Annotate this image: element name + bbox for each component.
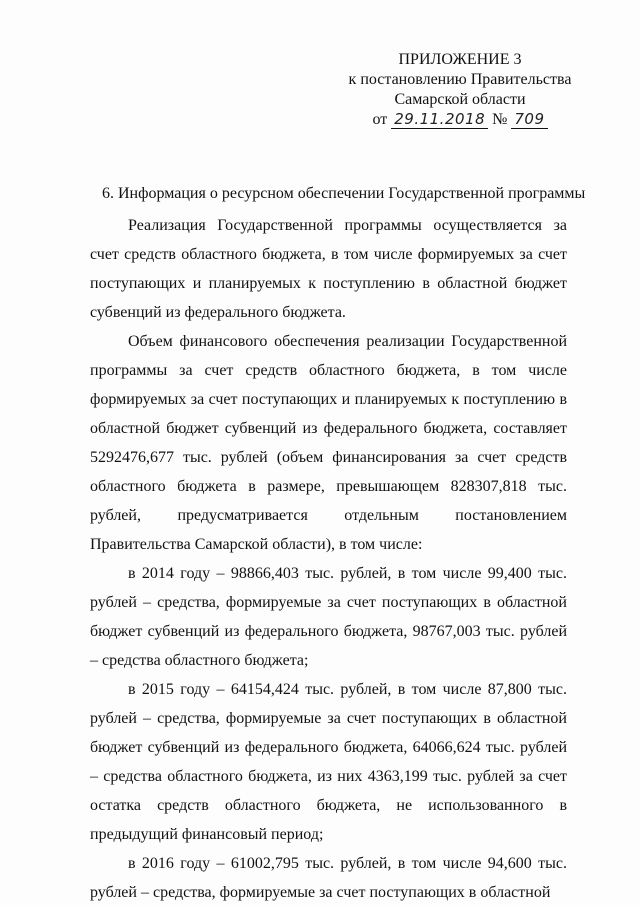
handwritten-number: 709 (514, 110, 545, 128)
date-underline (391, 111, 488, 129)
appendix-region-line: Самарской области (394, 91, 526, 108)
section-title: 6. Информация о ресурсном обеспечении Государственной программы (102, 185, 586, 202)
appendix-title: ПРИЛОЖЕНИЕ 3 (398, 51, 522, 68)
number-underline (511, 111, 547, 129)
paragraph: в 2014 году – 98866,403 тыс. рублей, в том числе 99,400 тыс. рублей – средства, формируемые за счет поступающих в областной бюджет субвенций из федерального бюджета, 98767,003 тыс. рублей – средства областного бюджета; (90, 565, 567, 669)
appendix-header (330, 50, 590, 130)
appendix-date-line (330, 110, 590, 130)
document-body (90, 211, 567, 907)
paragraph: в 2015 году – 64154,424 тыс. рублей, в том числе 87,800 тыс. рублей – средства, формируемые за счет поступающих в областной бюджет субвенций из федерального бюджета, 64066,624 тыс. рублей – средства областного бюджета, из них 4363,199 тыс. рублей за счет остатка средств областного бюджета, не использованного в предыдущий финансовый период; (90, 681, 567, 843)
paragraph: в 2016 году – 61002,795 тыс. рублей, в том числе 94,600 тыс. рублей – средства, формируемые за счет поступающих в областной (90, 855, 567, 901)
date-prefix: от (372, 111, 388, 128)
handwritten-date: 29.11.2018 (394, 110, 486, 128)
number-prefix: № (492, 111, 508, 128)
paragraph: Объем финансового обеспечения реализации Государственной программы за счет средств областного бюджета, в том числе формируемых за счет поступающих и планируемых к поступлению в областной бюджет субвенций из федерального бюджета, составляет 5292476,677 тыс. рублей (объем финансирования за счет средств областного бюджета в размере, превышающем 828307,818 тыс. рублей, предусматривается отдельным постановлением Правительства Самарской области), в том числе: (90, 333, 567, 553)
appendix-resolution-line: к постановлению Правительства (348, 71, 572, 88)
paragraph: Реализация Государственной программы осуществляется за счет средств областного бюджета, в том числе формируемых за счет поступающих и планируемых к поступлению в областной бюджет субвенций из федерального бюджета. (90, 217, 567, 321)
